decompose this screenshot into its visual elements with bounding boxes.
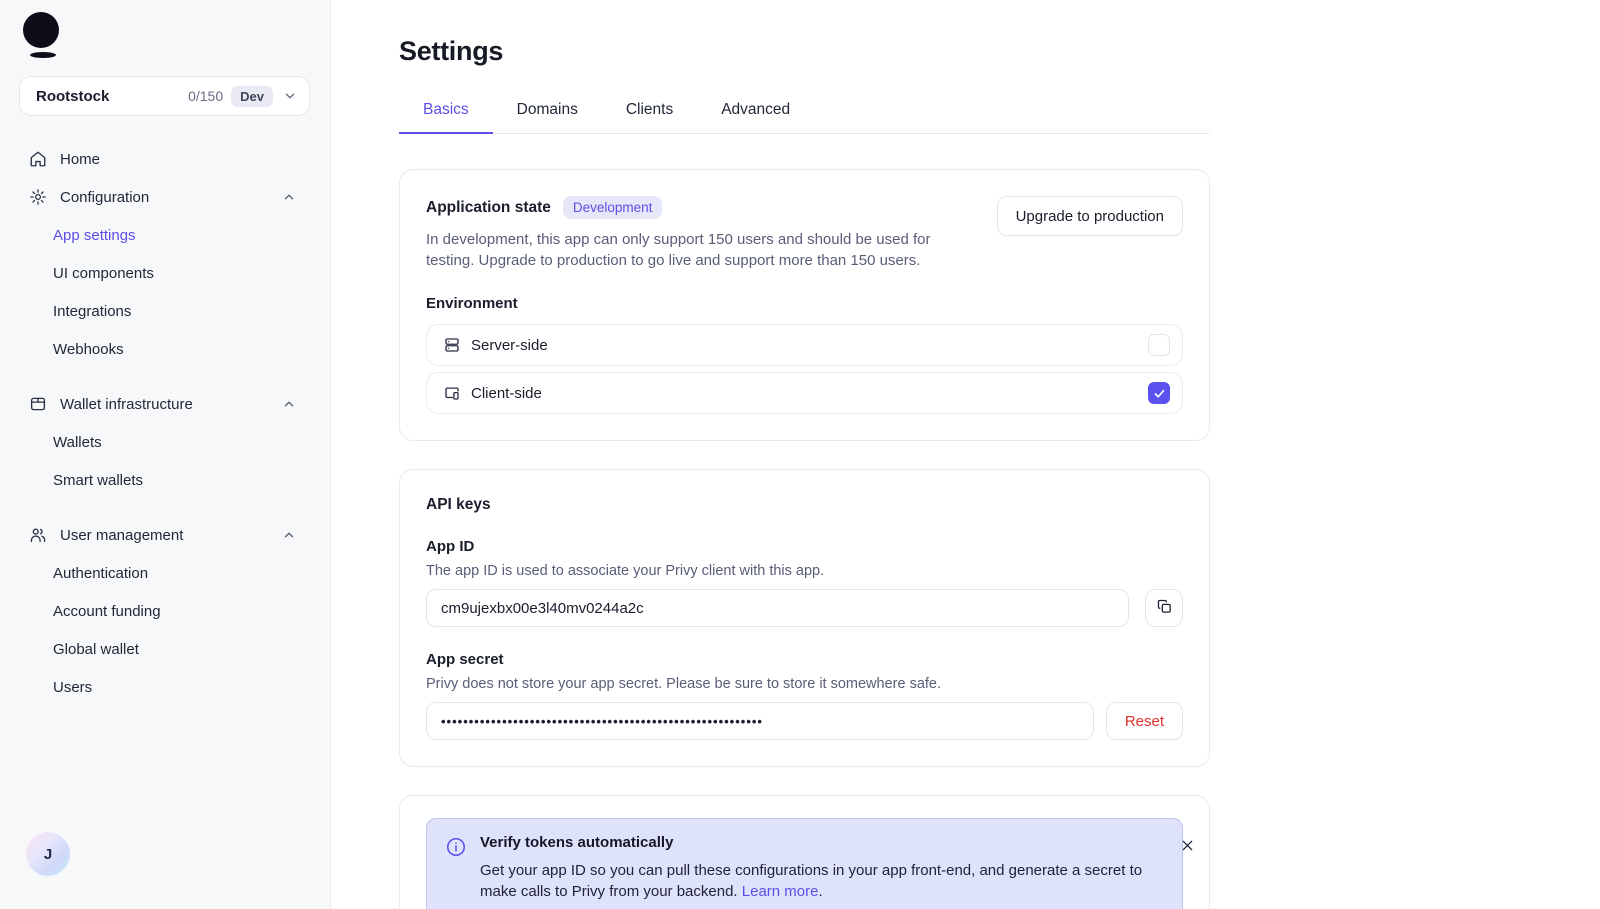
sidebar-item-label: Smart wallets [53,471,144,489]
settings-tabs [399,101,1210,134]
banner-text-period: . [818,883,823,900]
app-secret-input[interactable] [426,702,1094,740]
sidebar-item-configuration[interactable] [0,178,296,216]
learn-more-link[interactable]: Learn more [741,883,819,900]
sidebar-item-wallet-infrastructure[interactable] [0,385,296,423]
privy-logo [23,12,63,58]
banner-text [480,860,1170,902]
chevron-up-icon[interactable] [282,528,296,542]
sidebar-item-label: UI components [53,264,154,282]
page-title: Settings [399,36,504,66]
avatar-initial: J [43,845,53,863]
sidebar-item-label: Integrations [53,302,132,320]
tab-clients[interactable]: Clients [625,101,674,118]
reset-secret-button[interactable]: Reset [1106,702,1183,740]
sidebar-item-ui-components[interactable] [0,254,296,292]
env-badge: Dev [231,86,273,107]
gear-icon [29,188,47,206]
api-keys-title: API keys [426,496,491,513]
app-selector-name: Rootstock [36,87,110,105]
client-side-checkbox[interactable] [1148,382,1170,404]
devices-icon [443,384,461,402]
environment-option-server-side [426,324,1183,366]
close-icon [1180,838,1195,856]
sidebar-nav [0,140,330,706]
sidebar-item-users[interactable] [0,668,296,706]
api-keys-card [399,469,1210,767]
sidebar-item-account-funding[interactable] [0,592,296,630]
development-badge: Development [563,196,663,219]
sidebar-item-app-settings[interactable] [0,216,296,254]
sidebar-item-global-wallet[interactable] [0,630,296,668]
sidebar-item-label: Wallet infrastructure [60,395,193,413]
verify-tokens-banner [426,818,1183,909]
environment-option-client-side [426,372,1183,414]
tab-basics[interactable]: Basics [399,101,493,134]
upgrade-to-production-button[interactable]: Upgrade to production [997,196,1183,236]
close-banner-button[interactable] [1178,836,1197,858]
sidebar-item-label: Configuration [60,188,150,206]
sidebar-item-label: Users [53,678,93,696]
chevron-up-icon[interactable] [282,190,296,204]
sidebar-item-label: Home [60,150,101,168]
server-side-checkbox[interactable] [1148,334,1170,356]
sidebar-item-wallets[interactable] [0,423,296,461]
sidebar-item-label: Global wallet [53,640,139,658]
tab-domains[interactable]: Domains [516,101,578,118]
copy-icon [1156,598,1173,618]
sidebar-item-smart-wallets[interactable] [0,461,296,499]
sidebar-item-label: Authentication [53,564,149,582]
application-state-title: Application state [426,198,551,216]
chevron-up-icon[interactable] [282,397,296,411]
app-secret-label: App secret [426,651,504,668]
sidebar-item-home[interactable] [0,140,296,178]
application-state-card [399,169,1210,441]
sidebar-item-user-management[interactable] [0,516,296,554]
sidebar-item-label: Wallets [53,433,102,451]
app-user-usage: 0/150 [188,88,224,104]
verify-tokens-card [399,795,1210,909]
sidebar [0,0,331,909]
sidebar-item-integrations[interactable] [0,292,296,330]
privy-logo-shadow [30,52,56,58]
banner-text-body: Get your app ID so you can pull these configurations in your app front-end, and generate a secret to make calls to Privy from your backend. [480,862,1143,900]
privy-logo-ball [23,12,59,48]
user-avatar[interactable] [26,832,70,876]
app-secret-description: Privy does not store your app secret. Please be sure to store it somewhere safe. [426,676,942,692]
environment-option-label: Client-side [471,384,542,402]
chevron-down-icon [283,89,297,103]
app-id-description: The app ID is used to associate your Privy client with this app. [426,563,825,579]
users-icon [29,526,47,544]
sidebar-item-label: Account funding [53,602,161,620]
sidebar-item-webhooks[interactable] [0,330,296,368]
sidebar-item-authentication[interactable] [0,554,296,592]
banner-title: Verify tokens automatically [480,834,674,851]
application-state-description: In development, this app can only support 150 users and should be used for testing. Upgrade to production to go live and support more than 150 users. [426,231,931,269]
copy-app-id-button[interactable] [1145,589,1183,627]
wallet-icon [29,395,47,413]
environment-label: Environment [426,295,518,312]
sidebar-item-label: Webhooks [53,340,124,358]
app-id-input[interactable] [426,589,1129,627]
sidebar-item-label: App settings [53,226,136,244]
app-id-label: App ID [426,538,475,555]
server-icon [443,336,461,354]
home-icon [29,150,47,168]
info-icon [445,836,467,858]
tab-advanced[interactable]: Advanced [721,101,791,118]
sidebar-item-label: User management [60,526,184,544]
environment-option-label: Server-side [471,336,548,354]
app-selector[interactable] [19,76,310,116]
main-content [331,0,1600,909]
